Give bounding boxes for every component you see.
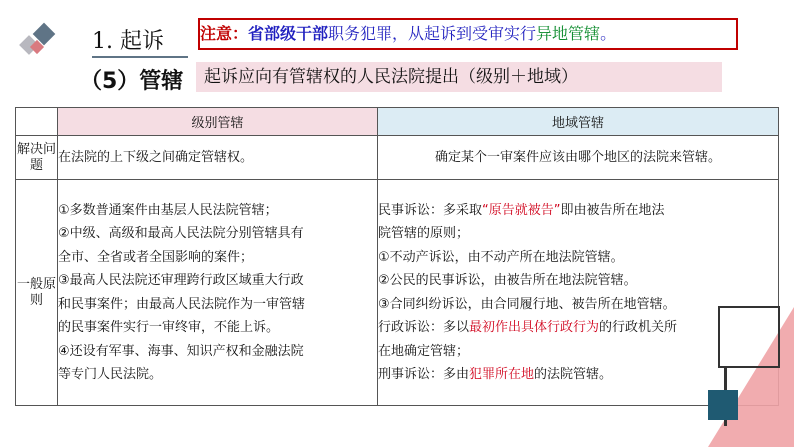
- level-line: ①多数普通案件由基层人民法院管辖；: [58, 202, 278, 218]
- table-row: [16, 180, 779, 406]
- sub-description: 起诉应向有管辖权的人民法院提出（级别＋地域）: [196, 62, 722, 92]
- civil-item: ①不动产诉讼，由不动产所在地法院管辖。: [378, 249, 624, 265]
- civil-item: ②公民的民事诉讼，由被告所在地法院管辖。: [378, 273, 637, 288]
- notice-label: 注意：: [200, 24, 249, 43]
- cell-region-problem: 确定某个一审案件应该由哪个地区的法院来管辖。: [378, 136, 779, 180]
- cell-region-principle: [378, 180, 779, 406]
- header-corner: [16, 108, 58, 136]
- level-line: ④还设有军事、海事、知识产权和金融法院: [58, 343, 304, 359]
- criminal-highlight: 犯罪所在地: [469, 367, 535, 382]
- level-line: 全市、全省或者全国影响的案件；: [58, 249, 254, 265]
- level-line: 和民事案件；由最高人民法院作为一审管辖: [58, 296, 306, 312]
- title-underline: [92, 56, 188, 58]
- section-title: 1. 起诉: [92, 29, 164, 54]
- row-label-principle: 一般原则: [16, 180, 58, 406]
- admin-text: 行政诉讼：多以: [378, 320, 470, 335]
- notice-part2: 职务犯罪，从起诉到受审实行: [328, 24, 537, 43]
- civil-item: ③合同纠纷诉讼，由合同履行地、被告所在地管辖。: [378, 296, 676, 312]
- notice-part3: 异地管辖: [536, 24, 601, 43]
- criminal-text: 的法院管辖。: [534, 367, 613, 382]
- civil-line: 院管辖的原则；: [378, 226, 470, 241]
- sub-title: （5）管辖: [80, 69, 184, 94]
- cell-level-principle: [58, 180, 378, 406]
- notice-box: [198, 18, 738, 50]
- decor-square: [708, 390, 738, 420]
- level-line: 的民事案件实行一审终审，不能上诉。: [58, 320, 280, 335]
- admin-text: 的行政机关所: [599, 320, 678, 335]
- civil-text: 民事诉讼：多采取: [378, 202, 483, 218]
- jurisdiction-table: [15, 107, 779, 406]
- level-line: ③最高人民法院还审理跨行政区域重大行政: [58, 273, 304, 288]
- table-row: [16, 136, 779, 180]
- admin-line: 在地确定管辖；: [378, 343, 470, 359]
- notice-end: 。: [600, 24, 617, 43]
- criminal-text: 刑事诉讼：多由: [378, 367, 470, 382]
- civil-highlight: “原告就被告”: [482, 202, 561, 218]
- level-line: 等专门人民法院。: [58, 367, 163, 382]
- decor-frame: [718, 306, 780, 368]
- level-line: ②中级、高级和最高人民法院分别管辖具有: [58, 226, 304, 241]
- row-label-problem: 解决问题: [16, 136, 58, 180]
- col-header-level: 级别管辖: [58, 108, 378, 136]
- civil-text: 即由被告所在地法: [560, 202, 665, 218]
- civil-line: [378, 199, 778, 223]
- table-header-row: [16, 108, 779, 136]
- notice-part1: 省部级干部: [248, 24, 329, 43]
- col-header-region: 地域管辖: [378, 108, 779, 136]
- cell-level-problem: 在法院的上下级之间确定管辖权。: [58, 136, 378, 180]
- admin-highlight: 最初作出具体行政行为: [469, 320, 600, 335]
